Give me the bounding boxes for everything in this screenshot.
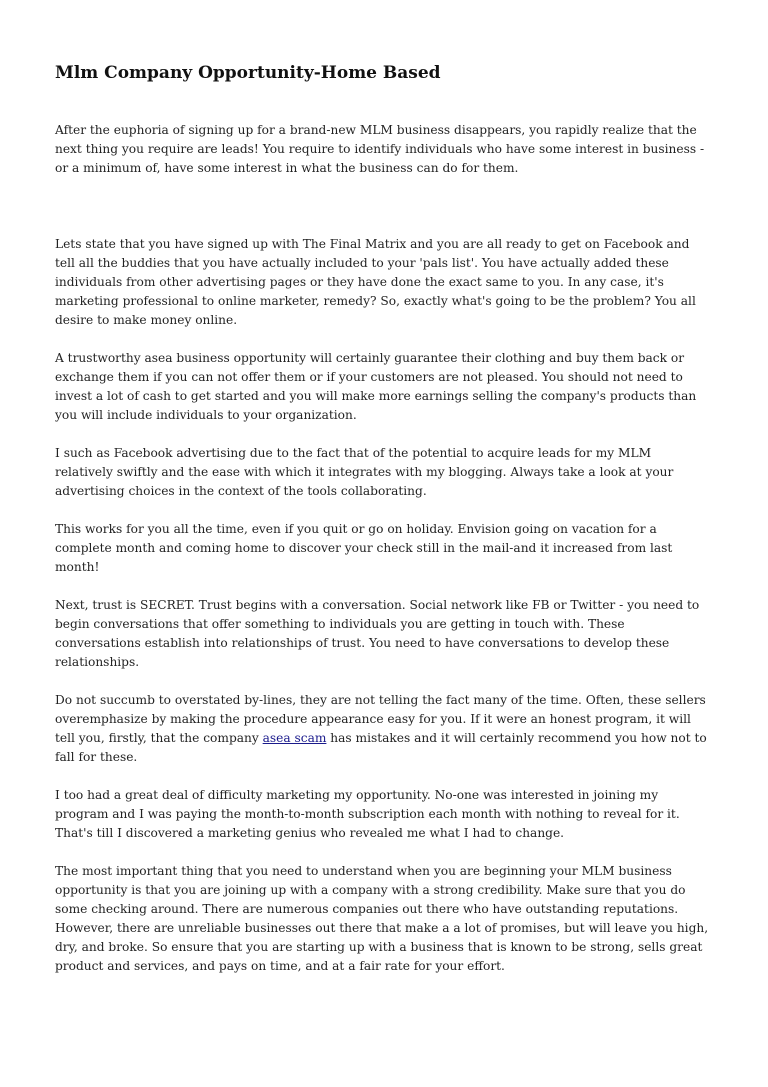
document-body <box>55 121 711 995</box>
paragraph: I too had a great deal of difficulty marketing my opportunity. No-one was interested in joining my program and I was paying the month-to-month subscription each month with nothing to reveal for it. That's till I discovered a marketing genius who revealed me what I had to change. <box>55 788 680 840</box>
paragraph: Lets state that you have signed up with The Final Matrix and you are all ready to get on Facebook and tell all the buddies that you have actually included to your 'pals list'. You have actually added these individuals from other advertising pages or they have done the exact same to you. In any case, it's marketing professional to online marketer, remedy? So, exactly what's going to be the problem? You all desire to make money online. <box>55 237 696 327</box>
paragraph-text: has mistakes and it will certainly recommend you how not to fall for these. <box>55 731 707 764</box>
paragraph: Next, trust is SECRET. Trust begins with a conversation. Social network like FB or Twitter - you need to begin conversations that offer something to individuals you are getting in touch with. These conversations establish into relationships of trust. You need to have conversations to develop these relationships. <box>55 598 700 669</box>
paragraph: The most important thing that you need to understand when you are beginning your MLM business opportunity is that you are joining up with a company with a strong credibility. Make sure that you do some checking around. There are numerous companies out there who have outstanding reputations. However, there are unreliable businesses out there that make a a lot of promises, but will leave you high, dry, and broke. So ensure that you are starting up with a business that is known to be strong, sells great product and services, and pays on time, and at a fair rate for your effort. <box>55 864 709 973</box>
paragraph-with-link <box>55 691 711 767</box>
paragraph: After the euphoria of signing up for a brand-new MLM business disappears, you rapidly realize that the next thing you require are leads! You require to identify individuals who have some interest in business - or a minimum of, have some interest in what the business can do for them. <box>55 123 705 175</box>
paragraph-text: Do not succumb to overstated by-lines, they are not telling the fact many of the time. Often, these sellers overemphasize by making the procedure appearance easy for you. If it were an honest program, it will tell you, firstly, that the company <box>55 693 706 745</box>
paragraph: I such as Facebook advertising due to the fact that of the potential to acquire leads for my MLM relatively swiftly and the ease with which it integrates with my blogging. Always take a look at your advertising choices in the context of the tools collaborating. <box>55 446 674 498</box>
paragraph: This works for you all the time, even if you quit or go on holiday. Envision going on vacation for a complete month and coming home to discover your check still in the mail-and it increased from last month! <box>55 522 673 574</box>
page-title: Mlm Company Opportunity-Home Based <box>55 63 441 83</box>
asea-scam-link[interactable]: asea scam <box>262 731 327 745</box>
paragraph: A trustworthy asea business opportunity will certainly guarantee their clothing and buy them back or exchange them if you can not offer them or if your customers are not pleased. You should not need to invest a lot of cash to get started and you will make more earnings selling the company's products than you will include individuals to your organization. <box>55 351 697 422</box>
